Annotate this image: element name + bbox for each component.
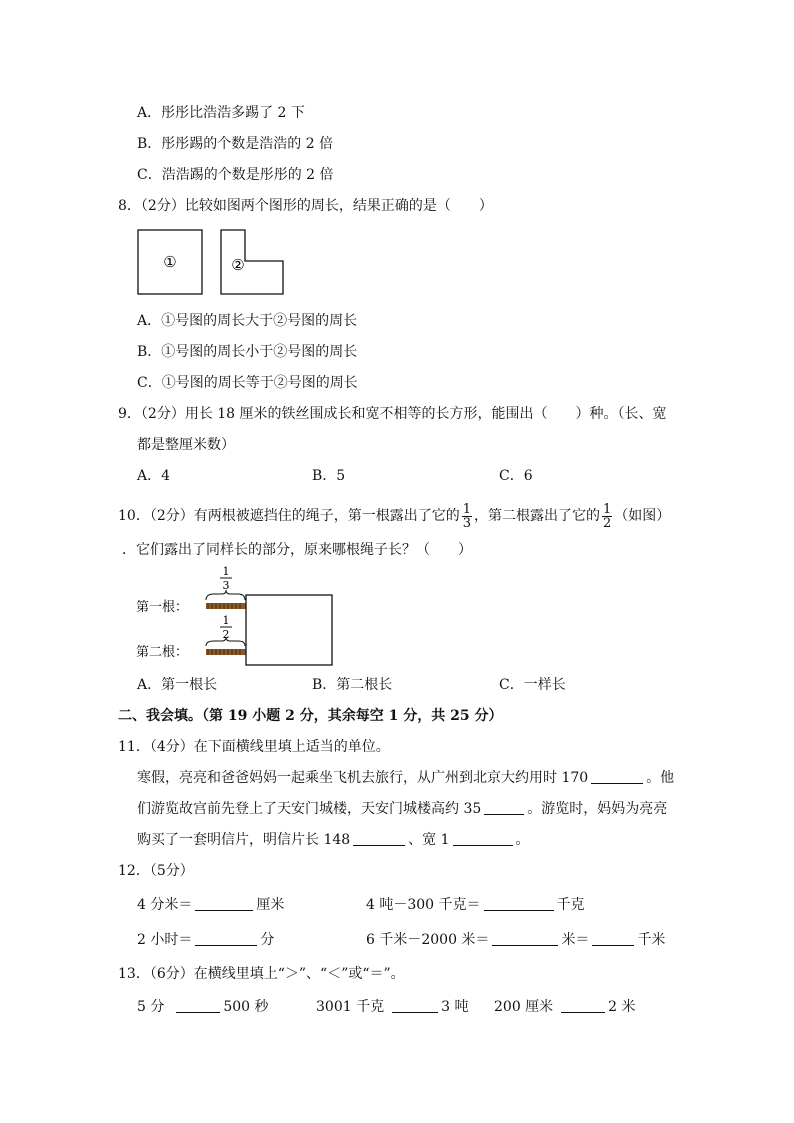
figure-2-label: ② [231, 256, 245, 274]
q7-option-a: A．彤彤比浩浩多踢了 2 下 [137, 105, 305, 121]
q12-text: 米＝ [561, 932, 590, 948]
q13-stem: 13．（6分）在横线里填上“＞”、“＜”或“＝”。 [118, 966, 405, 982]
q10-option-b: B．第二根长 [312, 677, 393, 693]
q13-item-c [494, 998, 636, 1016]
answer-blank[interactable] [492, 931, 558, 946]
first-rope-label: 第一根： [136, 600, 189, 615]
fraction-one-half [602, 503, 612, 530]
q10-stem-part1: 10．（2分）有两根被遮挡住的绳子，第一根露出了它的 [118, 508, 460, 524]
brace-fraction-denominator-2: 2 [222, 628, 230, 641]
fraction-one-third [462, 503, 472, 530]
q13-text: 5 分 [137, 999, 165, 1015]
q11-text: 们游览故宫前先登上了天安门城楼，天安门城楼高约 35 [137, 801, 482, 817]
brace-fraction-denominator: 3 [222, 579, 230, 592]
answer-blank[interactable] [484, 800, 524, 815]
answer-blank[interactable] [176, 998, 220, 1013]
q10-stem-part3: （如图） [614, 508, 671, 524]
q11-paragraph-line1 [137, 769, 674, 787]
answer-blank[interactable] [484, 896, 554, 911]
q11-paragraph-line2 [137, 800, 667, 818]
answer-blank[interactable] [591, 769, 643, 784]
fraction-numerator: 1 [462, 501, 472, 517]
q10-rope-figure [134, 564, 338, 668]
q13-text: 3001 千克 [316, 999, 385, 1015]
q13-text: 3 吨 [441, 999, 469, 1015]
q9-stem-line1: 9．（2分）用长 18 厘米的铁丝围成长和宽不相等的长方形，能围出（ ）种。（长、宽 [118, 406, 667, 422]
fraction-denominator: 2 [603, 515, 612, 531]
q13-text: 200 厘米 [494, 999, 554, 1015]
q12-text: 千米 [637, 932, 666, 948]
fraction-numerator: 1 [603, 501, 612, 517]
q8-stem: 8．（2分）比较如图两个图形的周长，结果正确的是（ ） [118, 198, 493, 214]
second-rope-label: 第二根： [136, 645, 189, 660]
answer-blank[interactable] [353, 831, 405, 846]
q12-text: 4 分米＝ [137, 897, 193, 913]
q9-option-a: A．4 [137, 468, 171, 484]
q11-text: 。游览时，妈妈为亮亮 [527, 801, 668, 817]
q11-text: 、宽 1 [408, 832, 450, 848]
answer-blank[interactable] [392, 998, 438, 1013]
covering-board [246, 595, 332, 665]
q9-option-c: C．6 [499, 468, 533, 484]
second-rope-brace [206, 637, 245, 646]
q8-figure [136, 228, 288, 296]
q7-option-b: B．彤彤踢的个数是浩浩的 2 倍 [137, 136, 334, 152]
q11-text: 。他 [646, 770, 675, 786]
q12-text: 厘米 [256, 897, 285, 913]
fraction-denominator: 3 [462, 515, 472, 531]
q11-text: 购买了一套明信片，明信片长 148 [137, 832, 351, 848]
q13-item-a [137, 998, 269, 1016]
q11-text: 。 [515, 832, 530, 848]
q9-stem-line2: 都是整厘米数） [137, 437, 235, 453]
q10-stem-part2: ，第二根露出了它的 [474, 508, 601, 524]
q8-option-b: B．①号图的周长小于②号图的周长 [137, 344, 358, 360]
q12-text: 2 小时＝ [137, 932, 193, 948]
answer-blank[interactable] [453, 831, 513, 846]
answer-blank[interactable] [195, 896, 253, 911]
answer-blank[interactable] [561, 998, 605, 1013]
q13-text: 2 米 [608, 999, 636, 1015]
q10-stem-line1 [118, 501, 670, 531]
q12-item-d [366, 931, 665, 949]
q12-item-a [137, 896, 284, 914]
section-2-heading: 二、我会填。（第 19 小题 2 分，其余每空 1 分，共 25 分） [118, 708, 503, 724]
q13-text: 500 秒 [223, 999, 269, 1015]
q11-stem: 11．（4分）在下面横线里填上适当的单位。 [118, 739, 390, 755]
figure-1-label: ① [163, 253, 177, 271]
q12-text: 千克 [556, 897, 585, 913]
q13-item-b [316, 998, 468, 1016]
q12-text: 6 千米－2000 米＝ [366, 932, 490, 948]
q11-text: 寒假，亮亮和爸爸妈妈一起乘坐飞机去旅行，从广州到北京大约用时 170 [137, 770, 589, 786]
q12-text: 分 [260, 932, 275, 948]
q11-paragraph-line3 [137, 831, 530, 849]
q12-stem: 12．（5分） [118, 863, 194, 879]
first-rope-brace [206, 590, 245, 600]
q8-option-a: A．①号图的周长大于②号图的周长 [137, 313, 358, 329]
answer-blank[interactable] [592, 931, 634, 946]
answer-blank[interactable] [195, 931, 257, 946]
q10-option-a: A．第一根长 [137, 677, 218, 693]
q12-item-c [137, 931, 274, 949]
q9-option-b: B．5 [312, 468, 346, 484]
q10-option-c: C．一样长 [499, 677, 566, 693]
q10-stem-line2: ．它们露出了同样长的部分，原来哪根绳子长？（ ） [122, 542, 472, 558]
brace-fraction-numerator: 1 [222, 565, 230, 578]
q12-item-b [366, 896, 585, 914]
brace-fraction-numerator-2: 1 [222, 614, 230, 627]
q12-text: 4 吨－300 千克＝ [366, 897, 481, 913]
q7-option-c: C．浩浩踢的个数是彤彤的 2 倍 [137, 167, 334, 183]
q8-option-c: C．①号图的周长等于②号图的周长 [137, 375, 358, 391]
